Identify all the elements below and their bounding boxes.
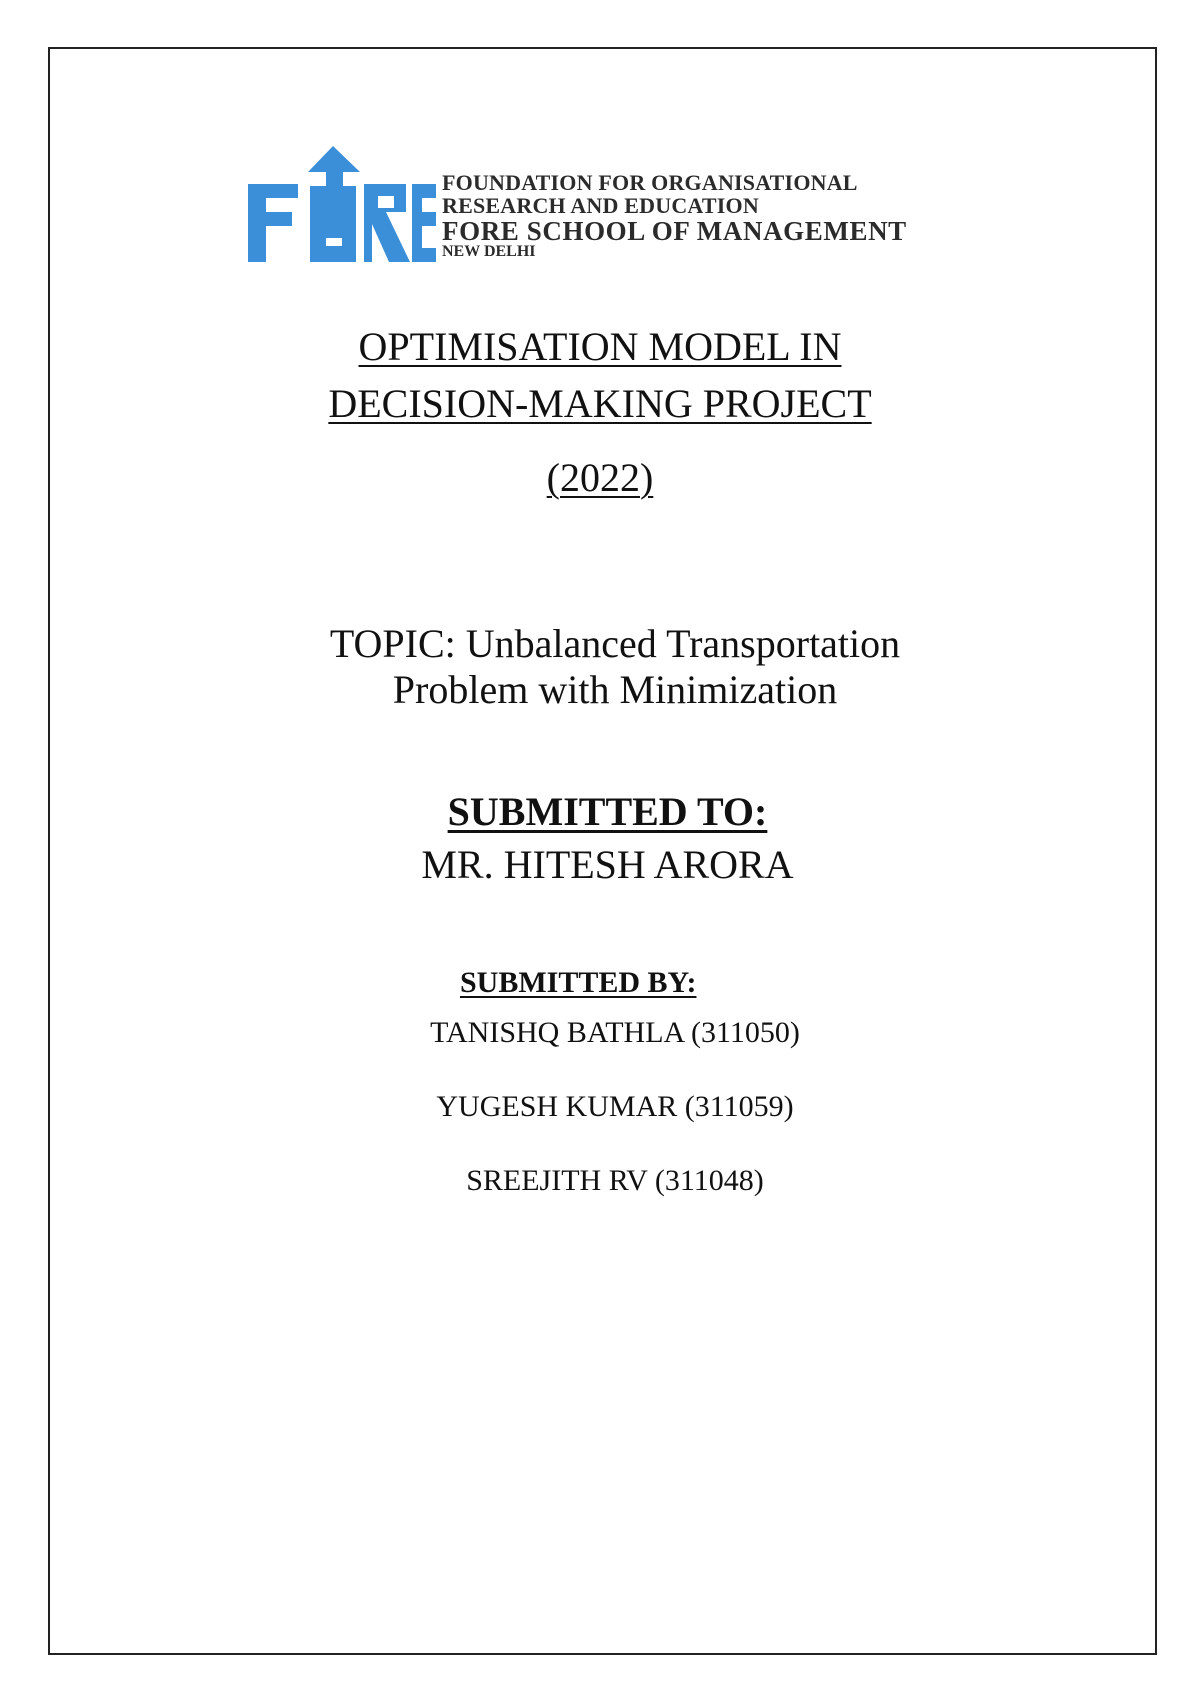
topic-line-2: Problem with Minimization xyxy=(392,667,838,712)
submitted-by-heading xyxy=(460,968,696,998)
submitted-to-name: MR. HITESH ARORA xyxy=(421,842,794,887)
submitted-to-heading xyxy=(0,789,1200,834)
logo-text xyxy=(442,172,907,260)
submitted-by-heading-text: SUBMITTED BY: xyxy=(460,966,697,999)
title-line-1 xyxy=(0,324,1200,369)
fore-logo xyxy=(246,146,996,266)
logo-line-foundation: FOUNDATION FOR ORGANISATIONAL xyxy=(442,170,858,195)
member-item: YUGESH KUMAR (311059) xyxy=(436,1090,794,1123)
member-item: SREEJITH RV (311048) xyxy=(466,1164,764,1197)
logo-line-school: FORE SCHOOL OF MANAGEMENT xyxy=(442,216,907,246)
title-line-2-text: DECISION-MAKING PROJECT xyxy=(328,381,872,426)
logo-line-city: NEW DELHI xyxy=(442,243,536,260)
member-item: TANISHQ BATHLA (311050) xyxy=(430,1016,800,1049)
title-year xyxy=(0,455,1200,500)
title-line-1-text: OPTIMISATION MODEL IN xyxy=(358,324,842,369)
topic xyxy=(0,621,1200,713)
submitted-to-heading-text: SUBMITTED TO: xyxy=(447,789,768,834)
title-year-text: (2022) xyxy=(546,455,654,500)
title-line-2 xyxy=(0,381,1200,426)
fore-logo-mark xyxy=(246,146,436,266)
logo-line-research: RESEARCH AND EDUCATION xyxy=(442,193,759,218)
topic-line-1: TOPIC: Unbalanced Transportation xyxy=(329,621,901,666)
